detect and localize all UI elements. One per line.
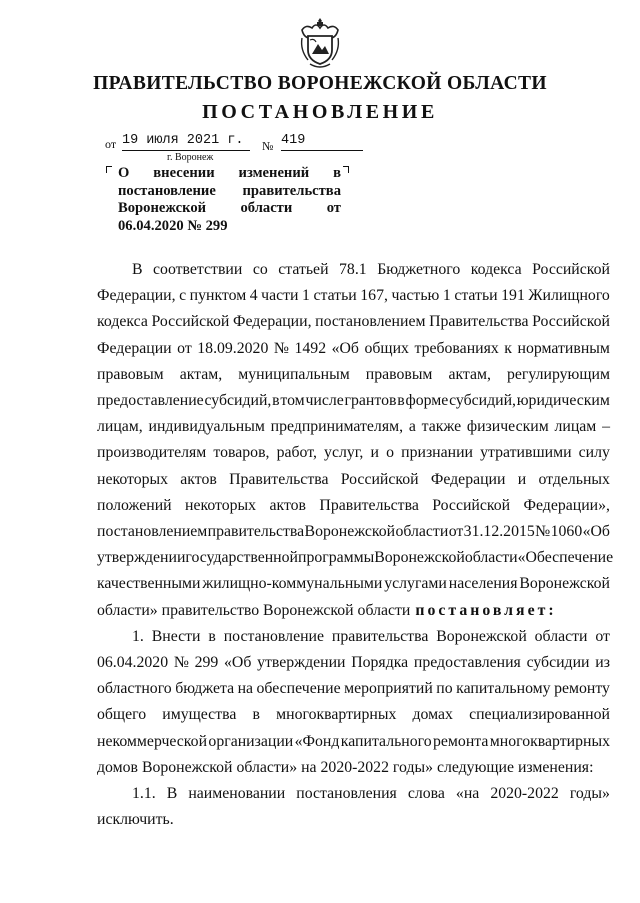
body-word: актам, <box>448 365 491 383</box>
body-word: предоставление <box>97 392 204 410</box>
body-word: требованиях <box>414 339 499 357</box>
body-line <box>97 493 610 519</box>
subject-line <box>118 218 341 236</box>
body-line <box>97 571 610 597</box>
body-word: числе <box>305 392 344 410</box>
body-word: со <box>252 261 268 278</box>
government-title: ПРАВИТЕЛЬСТВО ВОРОНЕЖСКОЙ ОБЛАСТИ <box>93 73 547 94</box>
preamble-paragraph <box>97 257 614 624</box>
body-word: физическим <box>466 418 549 436</box>
subject-word: от <box>326 200 341 216</box>
body-word: лицам <box>554 418 597 436</box>
document-type-title: ПОСТАНОВЛЕНИЕ <box>202 101 438 123</box>
body-line <box>97 729 610 755</box>
body-line-last <box>97 807 610 833</box>
body-word: Правительства <box>319 496 419 514</box>
document-date: 19 июля 2021 г. <box>122 133 250 151</box>
body-word: мероприятий <box>344 680 433 698</box>
body-word: лицам, <box>97 418 143 436</box>
body-word: от <box>595 627 610 645</box>
body-line <box>97 781 610 807</box>
resolves-word: постановляет: <box>415 601 557 619</box>
body-line <box>97 467 610 493</box>
subject-word: области <box>240 200 293 216</box>
body-word: Федерации», <box>523 496 610 514</box>
body-word: на <box>237 680 254 698</box>
city-label: г. Воронеж <box>167 152 214 163</box>
body-word: пунктом <box>189 287 247 305</box>
body-word: услугами <box>384 575 447 593</box>
body-word: утверждении <box>97 549 186 567</box>
body-word: предоставления <box>413 654 521 672</box>
body-word: области <box>464 549 518 567</box>
body-line <box>97 624 610 650</box>
body-word: государственной <box>185 549 298 567</box>
body-word: Федерации <box>430 470 506 488</box>
subject-word: правительства <box>242 182 341 199</box>
body-word: утратившими <box>480 444 572 462</box>
body-word: Федерации <box>97 339 172 357</box>
body-word: по <box>436 680 453 698</box>
body-line-last <box>97 755 610 781</box>
body-word: а <box>408 418 416 436</box>
body-word: 167, <box>360 287 388 305</box>
body-word: постановления <box>296 785 397 803</box>
body-word: Порядка <box>351 654 409 672</box>
body-word: юридическим <box>516 392 610 410</box>
body-word: 2020-2022 <box>490 785 559 803</box>
item-1-tail: домов Воронежской области» на 2020-2022 годы» следующие изменения: <box>97 758 594 776</box>
body-word: Правительства <box>229 470 329 488</box>
body-line <box>97 362 610 388</box>
body-word: отдельных <box>538 470 610 488</box>
body-word: области <box>534 627 588 645</box>
body-word: слова <box>407 785 445 803</box>
preamble-tail: области» правительство Воронежской области <box>97 601 411 619</box>
item-1-1-paragraph <box>97 781 610 833</box>
body-word: «Фонд <box>294 732 340 750</box>
body-word: муниципальным <box>238 365 350 383</box>
body-word: Воронежской <box>519 575 610 593</box>
body-line <box>97 676 610 702</box>
body-word: 191 <box>501 287 525 305</box>
body-word: 299 <box>194 654 219 672</box>
body-word: частью <box>391 287 440 305</box>
subject-line <box>118 200 341 218</box>
body-line <box>97 257 610 283</box>
body-word: статьи <box>454 287 498 305</box>
body-word: постановлением <box>97 523 208 541</box>
body-word: областного <box>97 680 172 698</box>
body-word: от <box>177 339 192 357</box>
body-word: «Об <box>224 654 252 672</box>
body-word: 1492 <box>294 339 327 357</box>
body-word: Российской <box>432 496 511 514</box>
body-word: Федерации, <box>232 313 312 331</box>
body-word: утверждении <box>257 654 346 672</box>
body-word: актов <box>269 496 307 514</box>
body-line <box>97 702 610 728</box>
body-word: ремонта <box>433 732 489 750</box>
body-word: статьи <box>313 287 357 305</box>
body-word: Правительства <box>429 313 529 331</box>
body-word: кодекса <box>470 261 522 278</box>
body-word: 78.1 <box>339 261 367 278</box>
body-word: правительства <box>331 627 429 645</box>
body-word: 06.04.2020 <box>97 654 169 672</box>
body-word: правовым <box>365 365 433 383</box>
body-word: производителям <box>97 444 207 462</box>
subject-word: О <box>118 165 130 181</box>
body-word: признании <box>401 444 474 462</box>
body-word: 31.12.2015 <box>463 523 535 541</box>
body-word: 1 <box>442 287 451 305</box>
body-word: многоквартирных <box>276 706 397 724</box>
subject-line <box>118 183 341 201</box>
body-word: услуг, <box>324 444 364 462</box>
subject-word: 06.04.2020 № 299 <box>118 217 228 234</box>
body-word: обеспечение <box>256 680 341 698</box>
body-word: имущества <box>162 706 237 724</box>
body-word: 18.09.2020 <box>197 339 269 357</box>
body-word: некоммерческой <box>97 732 208 750</box>
body-line <box>97 414 610 440</box>
subject-line <box>118 165 341 183</box>
body-word: кодекса <box>97 313 148 331</box>
body-word: годы» <box>569 785 610 803</box>
body-word: области <box>395 523 449 541</box>
date-prefix: от <box>105 137 117 151</box>
body-word: «Об <box>331 339 359 357</box>
subject-bracket-right <box>343 166 349 173</box>
subject-word: постановление <box>118 182 216 199</box>
body-word: положений <box>97 496 172 514</box>
item-1-1-tail: исключить. <box>97 811 174 829</box>
body-word: Воронежской <box>304 523 396 541</box>
body-word: предпринимателям, <box>270 418 404 436</box>
body-line <box>97 388 610 414</box>
body-word: населения <box>448 575 518 593</box>
body-word: в <box>272 392 280 410</box>
body-word: 1.1. <box>132 785 156 803</box>
body-word: индивидуальным <box>148 418 265 436</box>
body-word: части <box>261 287 299 305</box>
body-word: от <box>448 523 464 541</box>
body-word: специализированной <box>469 706 610 724</box>
item-1-paragraph <box>97 624 610 781</box>
body-line <box>97 519 610 545</box>
body-word: форме <box>405 392 449 410</box>
body-word: с <box>179 287 187 305</box>
subject-bracket-left <box>106 166 112 173</box>
document-body <box>97 257 614 833</box>
body-word: постановление <box>223 627 324 645</box>
body-word: 1 <box>302 287 310 305</box>
body-word: «Об <box>582 523 610 541</box>
body-word: соответствии <box>153 261 243 278</box>
body-word: программы <box>298 549 375 567</box>
body-word: о <box>386 444 395 462</box>
body-word: постановлением <box>315 313 426 331</box>
body-word: бюджета <box>175 680 235 698</box>
body-word: некоторых <box>97 470 169 488</box>
body-word: Бюджетного <box>377 261 461 278</box>
subject-word: в <box>333 165 341 181</box>
body-word: субсидий, <box>204 392 272 410</box>
body-word: 1060 <box>550 523 583 541</box>
subject-word: Воронежской <box>118 200 207 216</box>
body-word: – <box>602 418 610 436</box>
body-word: организации <box>208 732 294 750</box>
body-line-last <box>97 598 610 624</box>
subject-word: внесении <box>153 165 215 181</box>
body-word: субсидий, <box>449 392 516 410</box>
body-word: из <box>595 654 610 672</box>
body-word: № <box>173 654 189 672</box>
body-word: общих <box>364 339 409 357</box>
body-word: 4 <box>249 287 258 305</box>
body-word: и <box>370 444 379 462</box>
body-word: Федерации, <box>97 287 176 305</box>
body-word: Жилищного <box>528 287 610 305</box>
body-word: № <box>273 339 289 357</box>
body-word: Российской <box>532 313 610 331</box>
body-word: общего <box>97 706 147 724</box>
body-word: № <box>535 523 551 541</box>
body-word: жилищно-коммунальными <box>202 575 383 593</box>
body-word: правовым <box>97 365 164 383</box>
body-word: Российской <box>151 313 230 331</box>
body-word: актам, <box>179 365 223 383</box>
body-line <box>97 283 610 309</box>
body-word: Российской <box>340 470 419 488</box>
body-word: регулирующим <box>507 365 610 383</box>
body-word: В <box>166 785 178 803</box>
body-word: грантов <box>344 392 397 410</box>
body-word: Воронежской <box>374 549 465 567</box>
body-word: и <box>517 470 527 488</box>
document-number: 419 <box>281 133 363 151</box>
body-word: том <box>280 392 305 410</box>
body-word: также <box>421 418 462 436</box>
subject-word: изменений <box>238 165 310 181</box>
body-word: Воронежской <box>436 627 527 645</box>
body-word: субсидии <box>526 654 590 672</box>
subject-block <box>118 165 341 235</box>
body-word: в <box>208 627 216 645</box>
body-word: товаров, <box>213 444 270 462</box>
body-word: наименовании <box>188 785 286 803</box>
coat-of-arms-icon <box>296 16 344 70</box>
body-word: Внести <box>151 627 201 645</box>
body-line <box>97 336 610 362</box>
body-word: актов <box>180 470 217 488</box>
body-word: капитальному <box>456 680 551 698</box>
body-word: в <box>252 706 260 724</box>
body-word: нормативным <box>517 339 610 357</box>
body-word: некоторых <box>185 496 257 514</box>
body-line <box>97 440 610 466</box>
body-word: «Обеспечение <box>517 549 614 567</box>
document-meta <box>105 133 365 157</box>
body-word: статьей <box>278 261 329 278</box>
body-word: домах <box>412 706 453 724</box>
body-line <box>97 650 610 676</box>
body-word: качественными <box>97 575 201 593</box>
body-word: «на <box>455 785 480 803</box>
body-line <box>97 545 614 571</box>
body-line <box>97 309 610 335</box>
body-word: ремонту <box>554 680 610 698</box>
body-word: работ, <box>276 444 317 462</box>
body-word: правительства <box>207 523 305 541</box>
body-word: 1. <box>132 627 144 645</box>
body-word: к <box>504 339 512 357</box>
body-word: силу <box>578 444 610 462</box>
body-word: В <box>132 261 143 278</box>
body-word: в <box>397 392 405 410</box>
body-word: многоквартирных <box>489 732 610 750</box>
number-prefix: № <box>262 139 274 153</box>
body-word: капитального <box>340 732 432 750</box>
body-word: Российской <box>532 261 610 278</box>
